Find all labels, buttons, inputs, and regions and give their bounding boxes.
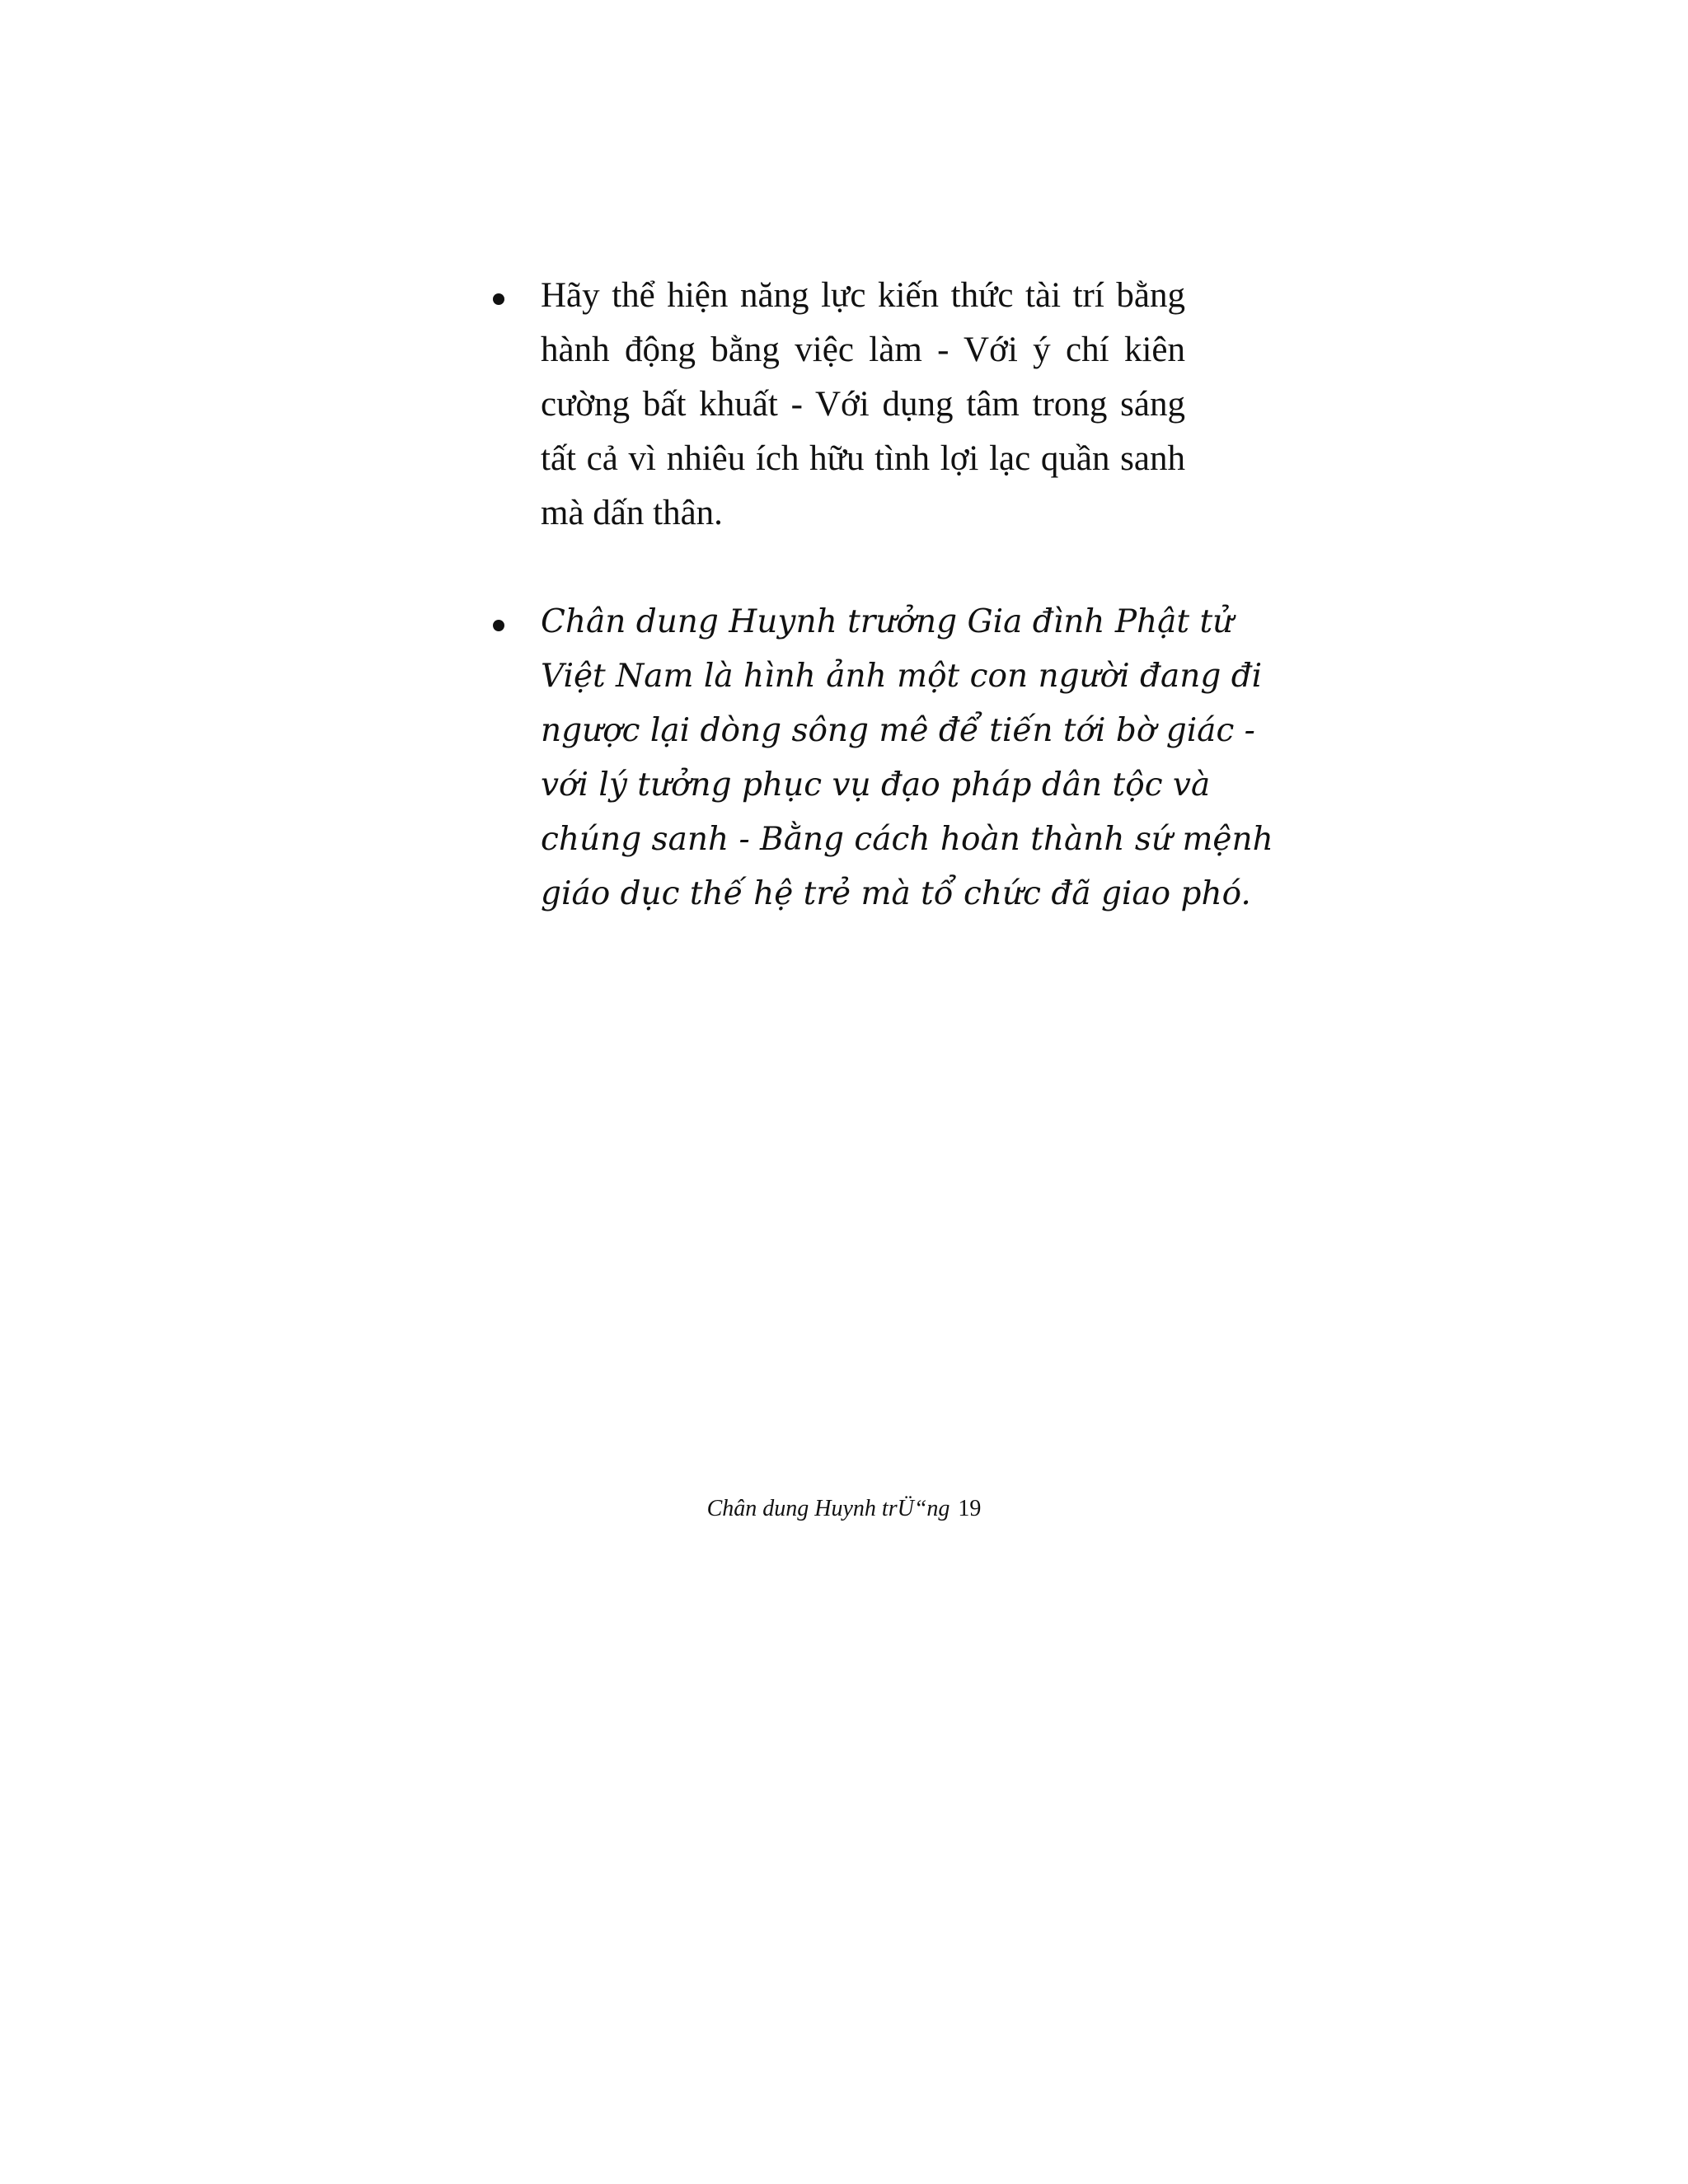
bullet-paragraph-1 [541,269,1185,541]
bullet-dot [493,620,504,631]
bullet-dot [493,293,504,305]
text-line: Việt Nam là hình ảnh một con người đang đi [541,658,1263,695]
text-line: tất cả vì nhiêu ích hữu tình lợi lạc quần sanh [541,439,1185,478]
text-line: cường bất khuất - Với dụng tâm trong sáng [541,385,1185,424]
text-line: chúng sanh - Bằng cách hoàn thành sứ mệnh [541,821,1273,858]
footer-title: Chân dung Huynh trÜ“ng [706,1496,950,1521]
text-line: mà dấn thân. [541,494,723,532]
text-line: giáo dục thế hệ trẻ mà tổ chức đã giao phó. [541,875,1251,912]
bullet-paragraph-2 [541,595,1273,921]
text-line: Hãy thể hiện năng lực kiến thức tài trí bằng [541,276,1185,315]
text-line: Chân dung Huynh trưởng Gia đình Phật tử [541,603,1234,640]
page-footer [0,1493,1688,1526]
text-line: hành động bằng việc làm - Với ý chí kiên [541,330,1185,369]
text-line: ngược lại dòng sông mê để tiến tới bờ giác - [541,712,1255,749]
page-number: 19 [958,1496,982,1521]
text-line: với lý tưởng phục vụ đạo pháp dân tộc và [541,766,1211,804]
